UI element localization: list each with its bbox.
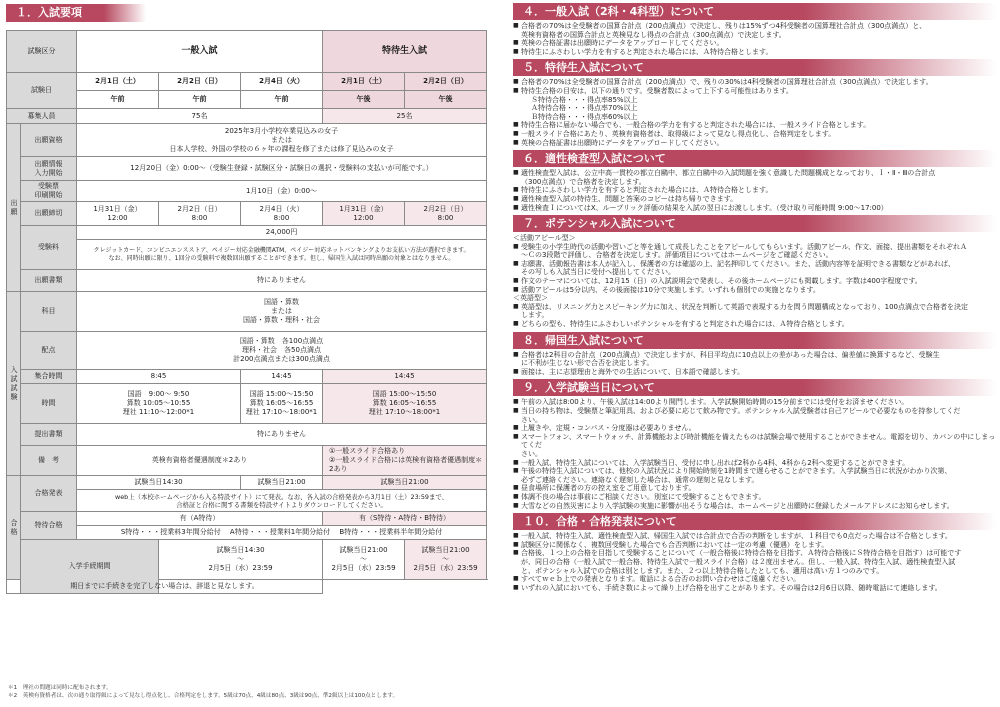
scholarship-detail: S特待・・・授業料3年間分給付 A特待・・・授業料1年間分給付 B特待・・・授業料半年間分給付 (77, 526, 487, 540)
section-7-header: ７．ポテンシャル入試について (513, 215, 996, 232)
admission-ticket-value: 1月10日（金）0:00～ (77, 181, 487, 202)
sec9-item: ■ 午後の特待生入試については、他校の入試状況により開始時刻を1時間まで遅らせることができます。入学試験当日に状況がわかり次第、 必ずご連絡ください。連絡なく遅刻した場合は、通常の遅刻と見なします。 (513, 467, 996, 484)
section-4-header: ４．一般入試（2科・4科型）について (513, 3, 996, 20)
left-column (6, 4, 486, 703)
recruitment-scholarship: 25名 (323, 109, 487, 124)
deadline-4: 1月31日（金） 12:00 (323, 202, 405, 226)
fee-payment-note: クレジットカード、コンビニエンスストア、ペイジー対応金融機関ATM、ペイジー対応ネットバンキングよりお支払い方法が選択できます。 なお、同時出願に限り、1回分の受験料で複数回出願することができます。但し、帰国生入試は同時出願の対象とはなりません。 (77, 240, 487, 270)
sec9-item: ■ 昼食場所に保護者の方の控え室をご用意しております。 (513, 484, 996, 493)
sec5-item: ■ 英検の合格証書は出願時にデータをアップロードしてください。 (513, 139, 996, 148)
sec9-item: ■ 大雪などの自然災害により入学試験の実施に影響が出そうな場合は、ホームページと出願時に登録したメールアドレスにお知らせします。 (513, 502, 996, 511)
section-6-header: ６．適性検査型入試について (513, 150, 996, 167)
announcement-label: 合格発表 (21, 476, 77, 512)
online-entry-label: 出願情報 入力開始 (21, 157, 77, 181)
sec7-item: ■ 志願書、活動報告書は本人が記入し、保護者の方は確認の上、記名押印してください。また、活動内容等を証明できる書類などがあれば、 その写しも入試当日に受付へ提出してください。 (513, 260, 996, 277)
enrollment-period-1: 試験当日14:30 ～ 2月5日（水）23:59 (159, 540, 323, 580)
submission-value: 特にありません (77, 424, 487, 446)
documents-value: 特にありません (77, 270, 487, 292)
scholarship-pass-scholarship: 有（S特待・A特待・B特待） (323, 512, 487, 526)
exam-category-label: 試験区分 (7, 31, 77, 73)
sec9-item: ■ 当日の持ち物は、受験票と筆記用具、および必要に応じて飲み物です。ポテンシャル入試受験者は自己アピールで必要なものを持参してくだ さい。 (513, 407, 996, 424)
sec4-item: ■ 合格者の70%は全受験者の国算合計点（200点満点）で決定し、残りは15%ずつ4科受験者の国算理社合計点（300点満点）と、 英検有資格者の国算合計点と英検見なし得点の合計点（300点満点）で決定します。 (513, 22, 996, 39)
sec7-item: ■ どちらの型も、特待生にふさわしいポテンシャルを有すると判定された場合には、Ａ特待合格とします。 (513, 320, 996, 329)
exam-date-4: 2月1日（土） (323, 73, 405, 91)
scholarship-pass-general: 有（A特待） (77, 512, 323, 526)
sec9-item: ■ 体調不良の場合は事前にご相談ください。別室にて受験することもできます。 (513, 493, 996, 502)
scholarship-exam-header: 特待生入試 (323, 31, 487, 73)
sec7-item: ■ 作文のテーマについては、12月15（日）の入試説明会で発表し、その後ホームページにも掲載します。字数は400字程度です。 (513, 277, 996, 286)
deadline-3: 2月4日（火） 8:00 (241, 202, 323, 226)
exam-group-label: 入試試験 (7, 292, 21, 476)
sec9-item: ■ 一般入試、特待生入試については、入学試験当日、受付に申し出れば2科から4科、4科から2科へ変更することができます。 (513, 459, 996, 468)
application-group-label: 出願 (7, 124, 21, 292)
submission-label: 提出書類 (21, 424, 77, 446)
exam-time-3: 午前 (241, 91, 323, 109)
exam-time-4: 午後 (323, 91, 405, 109)
exam-date-5: 2月2日（日） (405, 73, 487, 91)
exam-date-3: 2月4日（火） (241, 73, 323, 91)
sec7-subheading: ＜英語型＞ (513, 294, 548, 303)
deadline-1: 1月31日（金） 12:00 (77, 202, 159, 226)
eligibility-value: 2025年3月小学校卒業見込みの女子 または 日本人学校、外国の学校の６ヶ年の課程を修了または修了見込みの女子 (77, 124, 487, 157)
sec7-item: ■ 受験生の小学生時代の活動や習いごと等を通して成長したことをアピールしてもらいます。活動アピール、作文、面接、提出書類をそれぞれＡ ～Ｃの3段階で評価し、合格者を決定します。評価項目についてはホームページをご確認ください。 (513, 243, 996, 260)
exam-date-1: 2月1日（土） (77, 73, 159, 91)
announcement-time-2: 試験当日21:00 (241, 476, 323, 490)
deadline-5: 2月2日（日） 8:00 (405, 202, 487, 226)
remarks-general: 英検有資格者優遇制度＊2あり (77, 446, 323, 476)
sec10-item: ■ 一般入試、特待生入試、適性検査型入試、帰国生入試では合計点で合否の判断をしますが、１科目でも0点だった場合は不合格とします。 (513, 532, 996, 541)
sec7-item: ■ 活動アピールは5分以内、その後面接は10分で実施します。いずれも個別での実施となります。 (513, 286, 996, 295)
section-5-header: ５．特待生入試について (513, 59, 996, 76)
sec4-item: ■ 英検の合格証書は出願時にデータをアップロードしてください。 (513, 39, 996, 48)
sec9-item: ■ スマートフォン、スマートウォッチ、計算機能および時計機能を備えたものは試験会場で使用することができません。電源を切り、カバンの中にしまってくだ さい。 (513, 433, 996, 459)
section-9-header: ９．入学試験当日について (513, 379, 996, 396)
footnotes (8, 684, 486, 700)
scoring-label: 配点 (21, 332, 77, 370)
general-exam-header: 一般入試 (77, 31, 323, 73)
section-6 (513, 150, 996, 212)
sec9-item: ■ 午前の入試は8:00より、午後入試は14:00より開門します。入学試験開始時間の15分前までには受付をお済ませください。 (513, 398, 996, 407)
sec9-item: ■ 上履きや、定規・コンパス・分度器は必要ありません。 (513, 424, 996, 433)
subjects-value: 国語・算数 または 国語・算数・理科・社会 (77, 292, 487, 332)
eligibility-label: 出願資格 (21, 124, 77, 157)
sec5-item: ■ 一般スライド合格にあたり、英検有資格者は、取得級によって見なし得点化し、合格判定をします。 (513, 130, 996, 139)
deadline-2: 2月2日（日） 8:00 (159, 202, 241, 226)
subjects-label: 科目 (21, 292, 77, 332)
section-8 (513, 332, 996, 377)
section-7 (513, 215, 996, 329)
exam-time-5: 午後 (405, 91, 487, 109)
fee-amount: 24,000円 (77, 226, 487, 240)
sec4-item: ■ 特待生にふさわしい学力を有すると判定された場合には、Ａ特待合格とします。 (513, 48, 996, 57)
recruitment-general: 75名 (77, 109, 323, 124)
section-1-header: １．入試要項 (6, 4, 146, 22)
sec6-item: ■ 特待生にふさわしい学力を有すると判定された場合には、Ａ特待合格とします。 (513, 186, 996, 195)
exam-date-label: 試験日 (7, 73, 77, 109)
scoring-value: 国語・算数 各100点満点 理科・社会 各50点満点 計200点満点または300点満点 (77, 332, 487, 370)
footnote-2: ＊2 英検有資格者は、次の通り取得級によって見なし得点化し、合格判定をします。5級は70点、4級は80点、3級は90点、準2級以上は100点とします。 (8, 693, 399, 699)
sec7-item: ■ 英語型は、リスニング力とスピーキング力に加え、状況を判断して英語で表現する力を問う問題構成となっており、100点満点で合格者を決定 します。 (513, 303, 996, 320)
announcement-time-1: 試験当日14:30 (77, 476, 241, 490)
admission-ticket-label: 受験票 印刷開始 (21, 181, 77, 202)
sec8-item: ■ 合格者は2科目の合計点（200点満点）で決定しますが、科目平均点に10点以上の差があった場合は、偏差値に換算するなど、受験生 に不利が生じない形で合否を決定します。 (513, 351, 996, 368)
admission-requirements-table (6, 30, 487, 594)
sec6-item: ■ 適性検査型入試の特待生、問題と答案のコピーは持ち帰りできます。 (513, 195, 996, 204)
sec5-item: ■ 特待生合格の目安は、以下の通りです。受験者数によって上下する可能性はあります。 (513, 87, 996, 96)
sec10-item: ■ 試験区分に関係なく、複数回受験した場合でも合否判断においては一定の考慮（優遇）をします。 (513, 541, 996, 550)
scholarship-pass-label: 特待合格 (21, 512, 77, 540)
assembly-time-1: 8:45 (77, 370, 241, 384)
assembly-time-label: 集合時間 (21, 370, 77, 384)
section-5 (513, 59, 996, 147)
announcement-time-3: 試験当日21:00 (323, 476, 487, 490)
remarks-label: 備 考 (21, 446, 77, 476)
footnote-1: ＊1 理社の問題は同時に配布されます。 (8, 685, 112, 691)
section-10 (513, 513, 996, 592)
exam-time-1: 午前 (77, 91, 159, 109)
fee-label: 受験料 (21, 226, 77, 270)
pass-group-label: 合格 (7, 476, 21, 580)
sec5-level: Ａ特待合格・・・得点率70%以上 (531, 104, 638, 113)
schedule-label: 時間 (21, 384, 77, 424)
assembly-time-2: 14:45 (241, 370, 323, 384)
enrollment-period-note: 期日までに手続きを完了しない場合は、辞退と見なします。 (7, 580, 323, 594)
documents-label: 出願書類 (21, 270, 77, 292)
sec10-item: ■ いずれの入試においても、手続き数によって繰り上げ合格を出すことがあります。その場合は2月6日以降、随時電話にて連絡します。 (513, 584, 996, 593)
enrollment-period-3: 試験当日21:00 ～ 2月5日（水）23:59 (405, 540, 487, 580)
sec5-item: ■ 特待生合格に届かない場合でも、一般合格の学力を有すると判定された場合には、一般スライド合格とします。 (513, 121, 996, 130)
section-4 (513, 3, 996, 56)
right-column (513, 3, 996, 704)
sec5-level: Ｓ特待合格・・・得点率85%以上 (531, 95, 638, 104)
schedule-1: 国語 9:00～ 9:50 算数 10:05～10:55 理社 11:10～12:00*1 (77, 384, 241, 424)
enrollment-period-label: 入学手続期間 (21, 540, 159, 594)
schedule-2: 国語 15:00～15:50 算数 16:05～16:55 理社 17:10～18:00*1 (241, 384, 323, 424)
schedule-3: 国語 15:00～15:50 算数 16:05～16:55 理社 17:10～18:00*1 (323, 384, 487, 424)
remarks-scholarship: ①一般スライド合格あり ②一般スライド合格には英検有資格者優遇制度＊2あり (323, 446, 487, 476)
section-8-header: ８．帰国生入試について (513, 332, 996, 349)
sec5-level: Ｂ特待合格・・・得点率60%以上 (531, 112, 638, 121)
sec6-item: ■ 適性検査型入試は、公立中高一貫校の都立白鷗中、都立白鷗中の入試問題を強く意識した問題構成となっており、Ｉ・Ⅱ・Ⅲの合計点 （300点満点）で合格者を決定します。 (513, 169, 996, 186)
section-10-header: １０．合格・合格発表について (513, 513, 996, 530)
sec10-item: ■ 合格後、１つ上の合格を目指して受験することについて（一般合格後に特待合格を目指す、Ａ特待合格後にＳ特待合格を目指す）は可能です が、同日の合格（一般入試で一般合格、特待生入試で一般スライド合格）は２度出ません。但し、一般入試、特待生入試、適性検査型入試 と、ポテンシャル入試での合格は別とします。また、２つ以上特待合格したとしても、適用は高い方１つのみです。 (513, 549, 996, 575)
recruitment-label: 募集人員 (7, 109, 77, 124)
announcement-note: web上（本校ホームページから入る特設サイト）にて発表。なお、各入試の合格発表から3月1日（土）23:59まで、 合格証と合格に関する書類を特設サイトよりダウンロードしてください。 (77, 490, 487, 512)
enrollment-period-2: 試験当日21:00 ～ 2月5日（水）23:59 (323, 540, 405, 580)
online-entry-value: 12月20日（金）0:00～（受験生登録・試験区分・試験日の選択・受験料の支払いが可能です。） (77, 157, 487, 181)
exam-date-2: 2月2日（日） (159, 73, 241, 91)
deadline-label: 出願締切 (21, 202, 77, 226)
section-9 (513, 379, 996, 510)
exam-time-2: 午前 (159, 91, 241, 109)
sec5-item: ■ 合格者の70%は全受験者の国算合計点（200点満点）で、残りの30%は4科受験者の国算理社合計点（300点満点）で決定します。 (513, 78, 996, 87)
assembly-time-3: 14:45 (323, 370, 487, 384)
sec8-item: ■ 面接は、主に志望理由と海外での生活について、日本語で確認します。 (513, 368, 996, 377)
sec6-item: ■ 適性検査ＩについてはX、ループリック評価の結果を入試の翌日にお渡しします。（受け取り可能時間 9:00～17:00） (513, 204, 996, 213)
sec10-item: ■ すべてｗｅｂ上での発表となります。電話による合否のお問い合わせはご遠慮ください。 (513, 575, 996, 584)
sec7-subheading: ＜活動アピール型＞ (513, 234, 576, 243)
